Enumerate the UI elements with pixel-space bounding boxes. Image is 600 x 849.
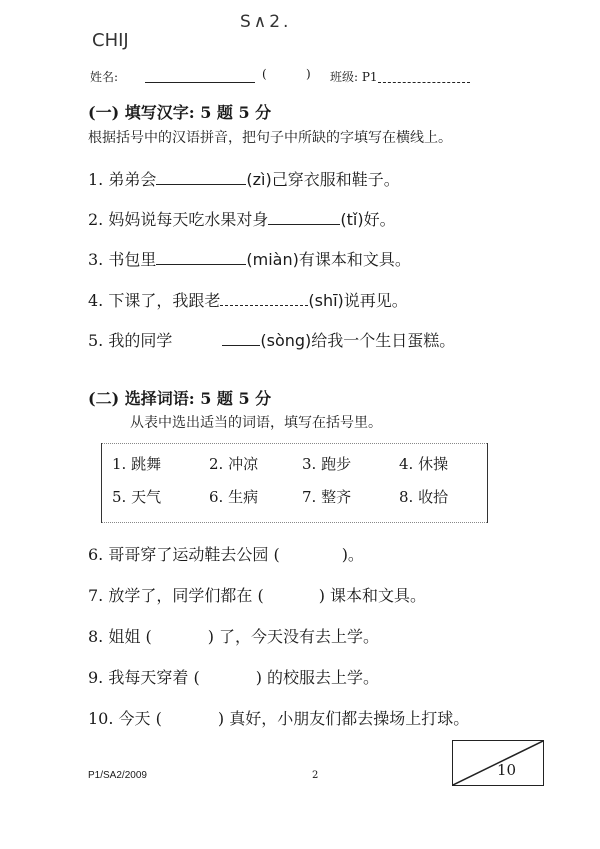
word-bank-item: 2. 冲凉 [209, 455, 259, 473]
question-1-end: 己穿衣服和鞋子。 [271, 170, 400, 189]
score-box [452, 740, 544, 786]
question-9-end: ) 的校服去上学。 [255, 668, 380, 687]
word-bank [101, 443, 488, 523]
answer-blank-1[interactable] [156, 184, 246, 185]
question-4 [88, 288, 408, 311]
question-6 [88, 542, 364, 565]
question-8-text: 8. 姐姐 ( [88, 627, 152, 646]
question-3-end: 有课本和文具。 [298, 250, 411, 269]
question-1-text: 1. 弟弟会 [88, 170, 157, 189]
class-blank[interactable] [378, 82, 470, 83]
word-bank-item: 7. 整齐 [302, 488, 352, 506]
question-2 [88, 207, 396, 230]
word-bank-item: 6. 生病 [209, 488, 259, 506]
question-7-end: ) 课本和文具。 [318, 586, 427, 605]
answer-blank-5[interactable] [222, 345, 260, 346]
name-blank[interactable] [145, 82, 255, 83]
question-4-end: 说再见。 [343, 291, 408, 310]
answer-blank-2[interactable] [268, 224, 340, 225]
question-8 [88, 624, 379, 647]
question-10-end: ) 真好，小朋友们都去操场上打球。 [217, 709, 470, 728]
question-5-end: 给我一个生日蛋糕。 [311, 331, 456, 350]
pinyin-1: (zì) [246, 170, 272, 189]
question-1 [88, 167, 400, 190]
footer-code: P1/SA2/2009 [88, 770, 147, 781]
question-7-text: 7. 放学了，同学们都在 ( [88, 586, 264, 605]
question-2-text: 2. 妈妈说每天吃水果对身 [88, 210, 269, 229]
question-2-end: 好。 [363, 210, 396, 229]
handwritten-class-code: CHIJ [92, 30, 129, 51]
section1-title: (一) 填写汉字: 5 题 5 分 [88, 103, 272, 122]
name-paren-open: ( [262, 67, 267, 81]
question-10-text: 10. 今天 ( [88, 709, 162, 728]
section2-instruction: 从表中选出适当的词语，填写在括号里。 [130, 415, 382, 431]
answer-blank-3[interactable] [156, 264, 246, 265]
section2-title: (二) 选择词语: 5 题 5 分 [88, 389, 272, 408]
section1-instruction: 根据括号中的汉语拼音，把句子中所缺的字填写在横线上。 [88, 130, 452, 146]
word-bank-item: 3. 跑步 [302, 455, 352, 473]
pinyin-5: (sòng) [260, 331, 312, 350]
pinyin-4: (shī) [308, 291, 344, 310]
question-5 [88, 328, 455, 351]
question-10 [88, 706, 469, 729]
question-6-text: 6. 哥哥穿了运动鞋去公园 ( [88, 545, 280, 564]
word-bank-item: 8. 收拾 [399, 488, 449, 506]
answer-blank-4[interactable] [220, 305, 308, 306]
class-label: 班级: P1 [330, 70, 378, 84]
name-paren-close: ) [306, 67, 311, 81]
word-bank-item: 1. 跳舞 [112, 455, 162, 473]
question-4-text: 4. 下课了，我跟老 [88, 291, 221, 310]
question-3-text: 3. 书包里 [88, 250, 157, 269]
question-7 [88, 583, 426, 606]
question-5-text: 5. 我的同学 [88, 331, 173, 350]
pinyin-2: (tǐ) [340, 210, 364, 229]
question-9-text: 9. 我每天穿着 ( [88, 668, 200, 687]
question-8-end: ) 了，今天没有去上学。 [207, 627, 380, 646]
pinyin-3: (miàn) [246, 250, 299, 269]
question-9 [88, 665, 379, 688]
word-bank-item: 5. 天气 [112, 488, 162, 506]
name-label: 姓名: [90, 70, 119, 84]
word-bank-item: 4. 休操 [399, 455, 449, 473]
handwritten-mark: S∧2. [240, 12, 292, 32]
page-number: 2 [312, 770, 319, 781]
question-6-end: )。 [341, 545, 364, 564]
score-total: 10 [497, 761, 517, 779]
question-3 [88, 247, 411, 270]
